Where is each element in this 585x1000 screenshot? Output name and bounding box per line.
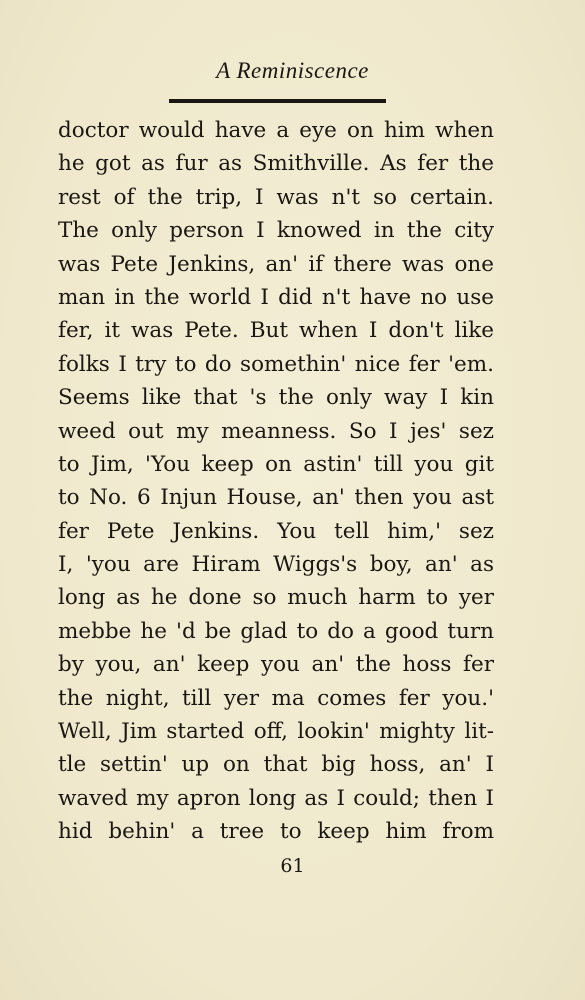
text-line: long as he done so much harm to yer — [58, 585, 494, 611]
text-line: fer Pete Jenkins. You tell him,' sez — [58, 518, 494, 544]
text-line: weed out my meanness. So I jes' sez — [58, 418, 494, 444]
text-line: Seems like that 's the only way I kin — [58, 385, 494, 411]
text-line: by you, an' keep you an' the hoss fer — [58, 652, 494, 678]
text-line: rest of the trip, I was n't so certain. — [58, 184, 494, 210]
text-line: man in the world I did n't have no use — [58, 284, 494, 310]
text-line: to Jim, 'You keep on astin' till you git — [58, 451, 494, 477]
text-line: was Pete Jenkins, an' if there was one — [58, 251, 494, 277]
text-line: the night, till yer ma comes fer you.' — [58, 685, 494, 711]
text-line: I, 'you are Hiram Wiggs's boy, an' as — [58, 552, 494, 578]
text-line: he got as fur as Smithville. As fer the — [58, 151, 494, 177]
running-head: A Reminiscence — [216, 58, 369, 83]
text-line: tle settin' up on that big hoss, an' I — [58, 752, 494, 778]
text-line: Well, Jim started off, lookin' mighty lit- — [58, 719, 494, 745]
header-rule — [169, 99, 386, 103]
text-line: fer, it was Pete. But when I don't like — [58, 318, 494, 344]
text-line: doctor would have a eye on him when — [58, 118, 494, 143]
page-number: 61 — [280, 855, 305, 877]
text-line: waved my apron long as I could; then I — [58, 785, 494, 811]
body-text — [58, 114, 494, 849]
text-line: hid behin' a tree to keep him from — [58, 819, 494, 845]
text-line: folks I try to do somethin' nice fer 'em. — [58, 351, 494, 377]
text-line: The only person I knowed in the city — [58, 218, 494, 244]
text-line: to No. 6 Injun House, an' then you ast — [58, 485, 494, 511]
text-line: mebbe he 'd be glad to do a good turn — [58, 618, 494, 644]
